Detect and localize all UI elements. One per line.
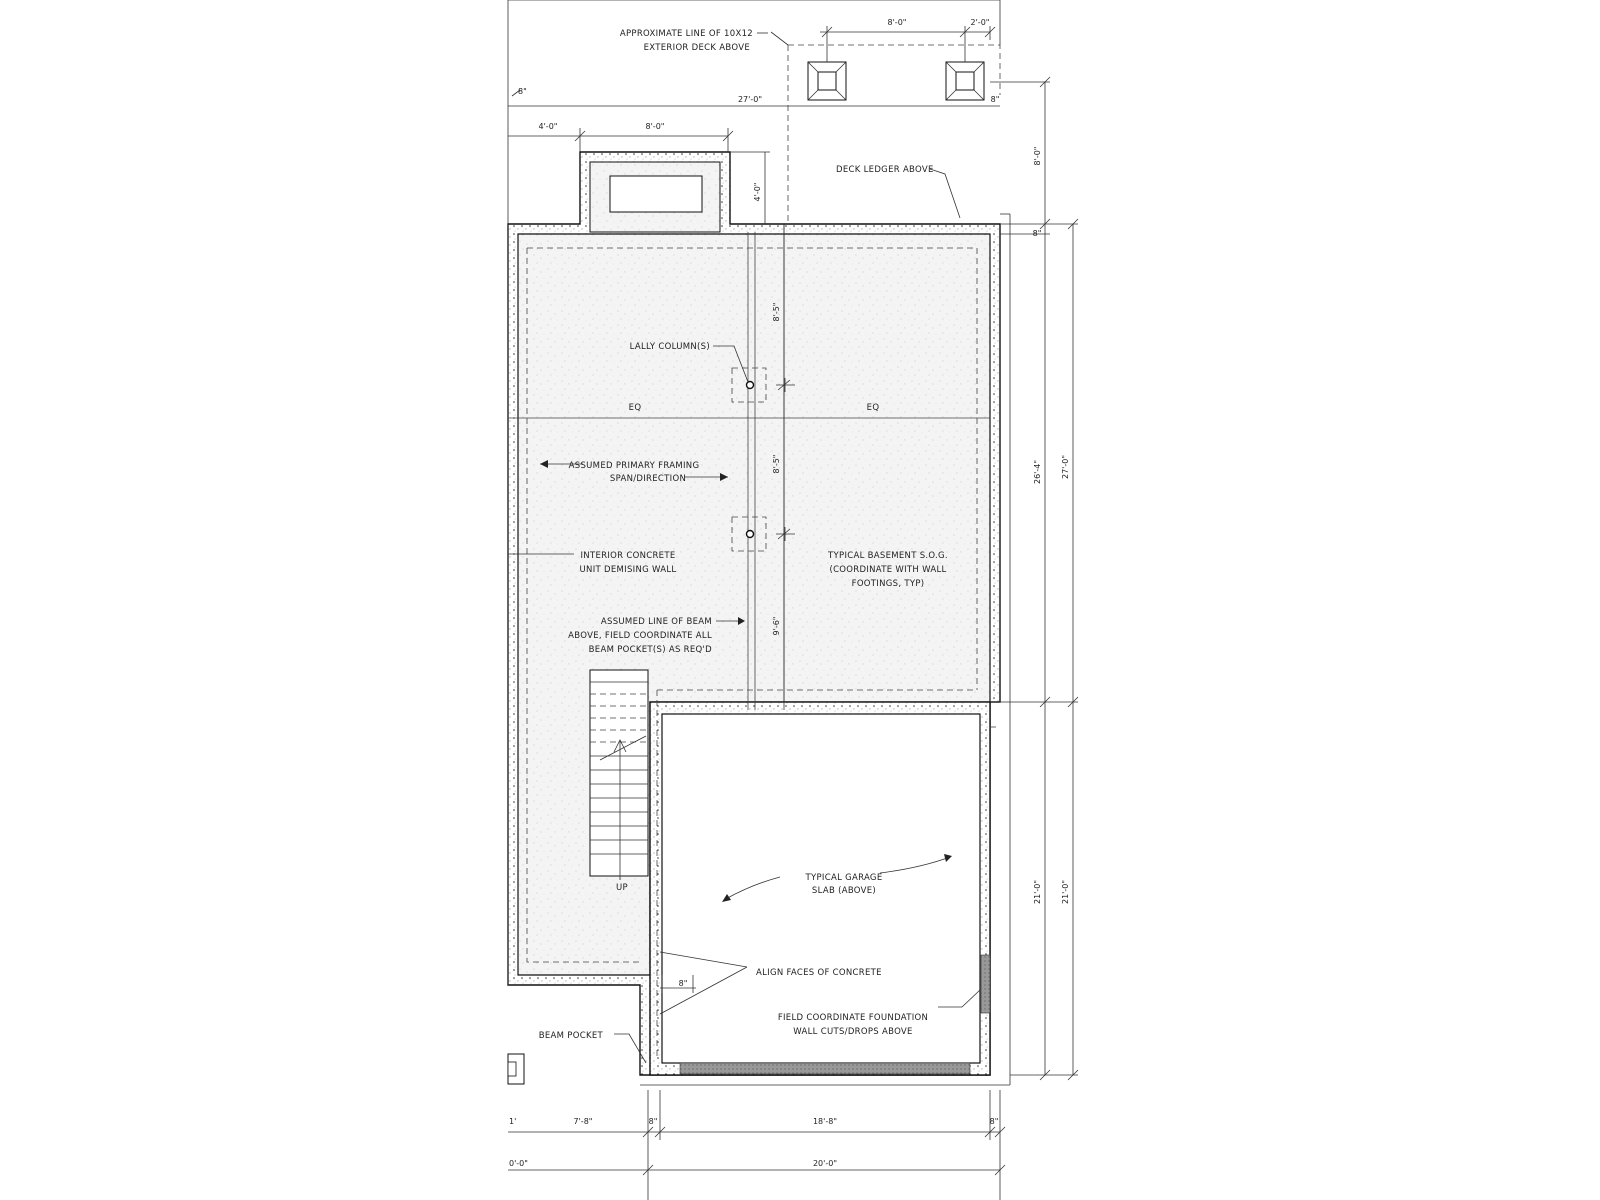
dim-bottom-left-cut: 1' — [509, 1117, 517, 1126]
dim-bottom-wall-b: 8" — [989, 1117, 999, 1126]
note-deck-line-1: APPROXIMATE LINE OF 10X12 — [619, 29, 753, 39]
dim-corner-mark: 8" — [518, 87, 527, 96]
dim-deck-width: 8'-0" — [887, 18, 907, 27]
note-framing-1: ASSUMED PRIMARY FRAMING — [568, 461, 700, 471]
note-garage-1: TYPICAL GARAGE — [805, 873, 883, 883]
note-eq-right: EQ — [866, 403, 880, 413]
deck-outline — [771, 32, 1000, 224]
note-beam-3: BEAM POCKET(S) AS REQ'D — [588, 645, 712, 655]
dim-right-wall: 8" — [1032, 229, 1042, 238]
dim-basement-outer: 27'-0" — [1061, 454, 1070, 480]
dim-basement-depth: 26'-4" — [1033, 459, 1042, 485]
dim-left-offset: 4'-0" — [538, 122, 558, 131]
note-garage-2: SLAB (ABOVE) — [811, 886, 877, 896]
dim-right-8ft: 8'-0" — [1033, 146, 1042, 166]
stair — [590, 670, 648, 880]
dim-span-a: 8'-5" — [772, 302, 781, 322]
dim-span-b: 8'-5" — [772, 454, 781, 474]
note-align-faces: ALIGN FACES OF CONCRETE — [756, 968, 882, 978]
dim-span-c: 9'-6" — [772, 616, 781, 636]
note-beam-pocket: BEAM POCKET — [538, 1031, 603, 1041]
dim-bump-depth: 4'-0" — [753, 182, 762, 202]
note-framing-2: SPAN/DIRECTION — [609, 474, 687, 484]
note-beam-2: ABOVE, FIELD COORDINATE ALL — [568, 631, 712, 641]
dim-bottom-7-8: 7'-8" — [573, 1117, 593, 1126]
note-slab-2: (COORDINATE WITH WALL — [829, 565, 947, 575]
note-field-1: FIELD COORDINATE FOUNDATION — [777, 1013, 929, 1023]
note-deck-line-2: EXTERIOR DECK ABOVE — [643, 43, 750, 53]
deck-pier-left — [808, 62, 846, 100]
note-slab-1: TYPICAL BASEMENT S.O.G. — [828, 551, 948, 561]
note-demising-1: INTERIOR CONCRETE — [580, 551, 676, 561]
dim-garage-depth-a: 21'-0" — [1033, 879, 1042, 905]
note-stair-up: UP — [616, 883, 628, 893]
basement-walls — [508, 0, 1010, 1085]
dim-overall-top: 27'-0" — [737, 95, 763, 104]
note-beam-1: ASSUMED LINE OF BEAM — [600, 617, 712, 627]
dim-bottom-left-overall: 0'-0" — [509, 1159, 528, 1168]
note-field-2: WALL CUTS/DROPS ABOVE — [793, 1027, 913, 1037]
dim-align: 8" — [678, 979, 688, 988]
note-demising-2: UNIT DEMISING WALL — [579, 565, 677, 575]
note-lally-column: LALLY COLUMN(S) — [629, 342, 710, 352]
deck-pier-right — [946, 62, 984, 100]
dim-bottom-overall: 20'-0" — [812, 1159, 838, 1168]
note-slab-3: FOOTINGS, TYP) — [851, 579, 925, 589]
dim-bottom-wall-a: 8" — [648, 1117, 658, 1126]
dim-bay-width: 8'-0" — [645, 122, 665, 131]
dim-garage-depth-b: 21'-0" — [1061, 879, 1070, 905]
beam-pocket-detail — [508, 1054, 524, 1084]
note-eq-left: EQ — [628, 403, 642, 413]
note-deck-ledger: DECK LEDGER ABOVE — [836, 165, 934, 175]
dim-bottom-18-8: 18'-8" — [812, 1117, 838, 1126]
dim-deck-offset: 2'-0" — [970, 18, 990, 27]
dim-small-top: 8" — [990, 95, 1000, 104]
